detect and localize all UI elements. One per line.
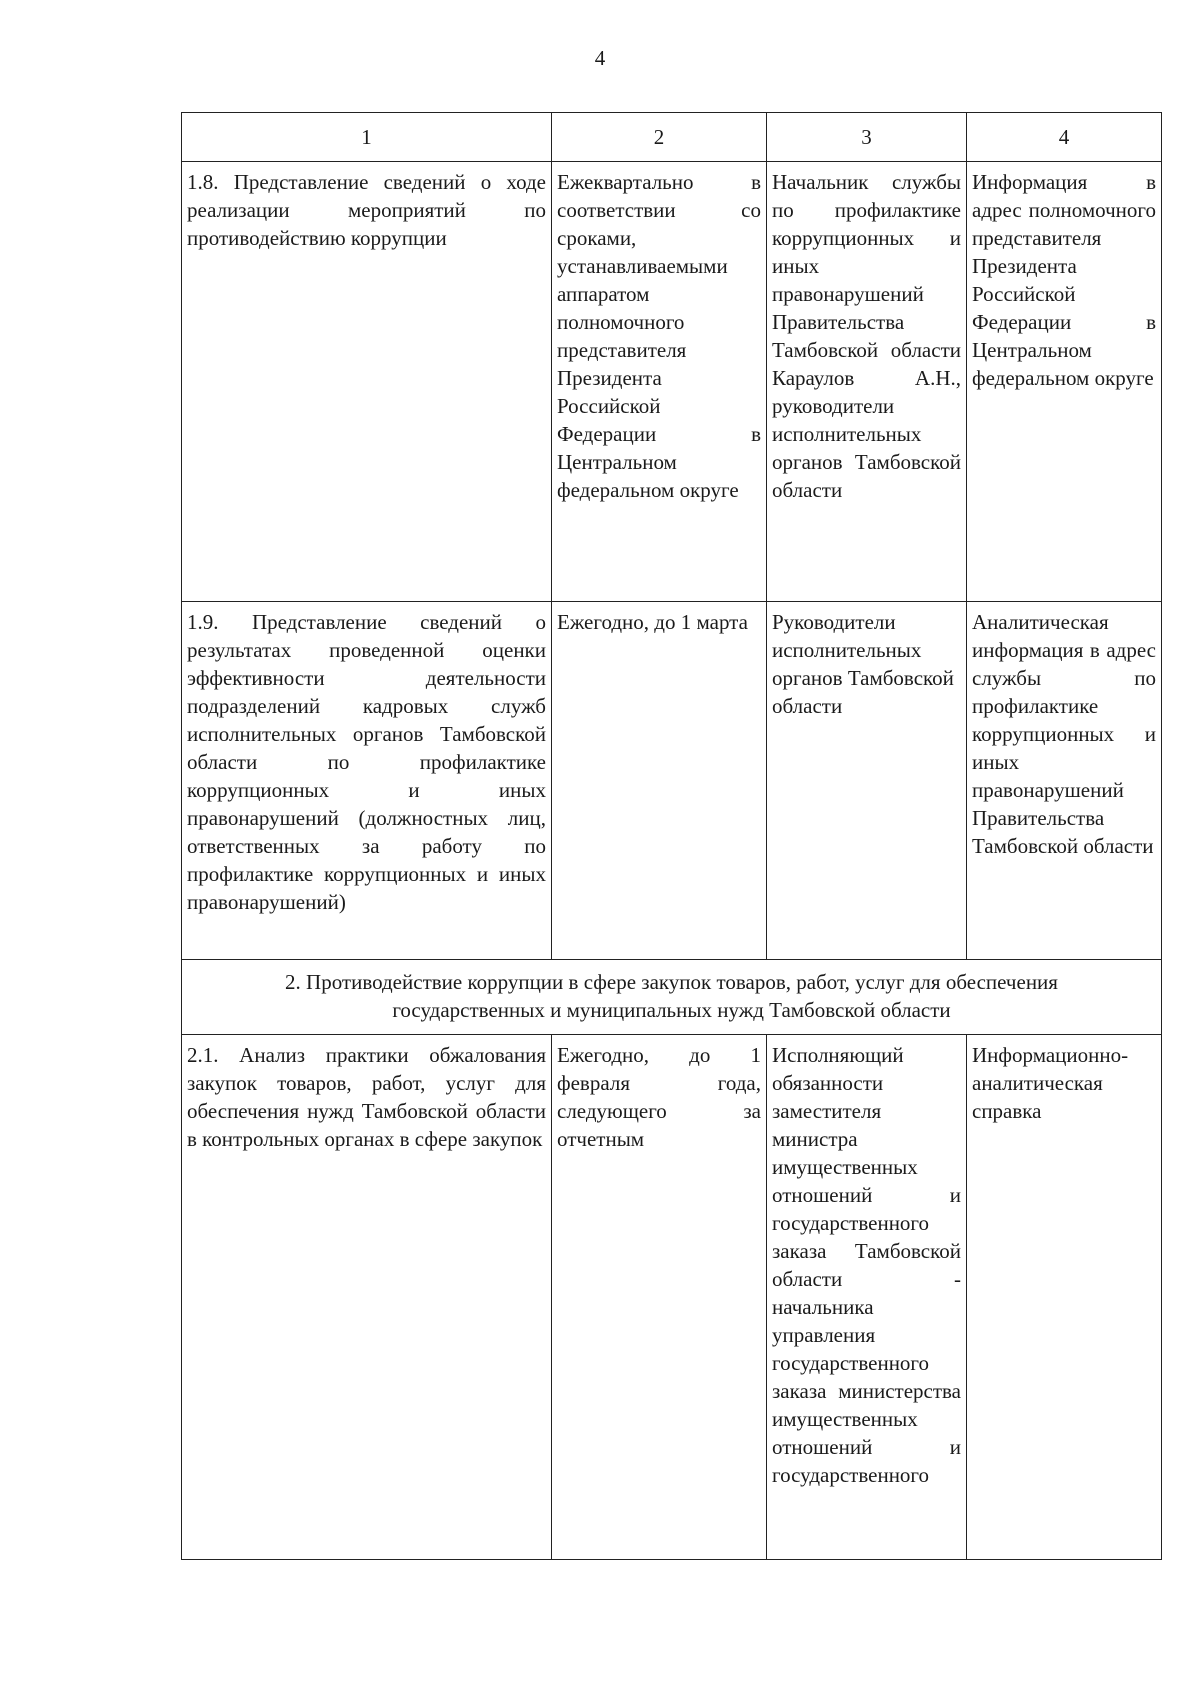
cell-measure: 2.1. Анализ практики обжалования закупок товаров, работ, услуг для обеспечения нужд Тамбовской области в контрольных органах в сфере закупок — [182, 1035, 552, 1560]
cell-responsible: Исполняющий обязанности заместителя министра имущественных отношений и государственного заказа Тамбовской области - начальника управления государственного заказа министерства имущественных отношений и государственного — [767, 1035, 967, 1560]
cell-result: Информационно-аналитическая справка — [967, 1035, 1162, 1560]
cell-measure: 1.8. Представление сведений о ходе реализации мероприятий по противодействию коррупции — [182, 162, 552, 602]
column-header-3: 3 — [767, 113, 967, 162]
cell-responsible: Руководители исполнительных органов Тамбовской области — [767, 602, 967, 960]
cell-responsible: Начальник службы по профилактике коррупционных и иных правонарушений Правительства Тамбовской области Караулов А.Н., руководители исполнительных органов Тамбовской области — [767, 162, 967, 602]
column-header-4: 4 — [967, 113, 1162, 162]
table-row-1-9 — [182, 602, 1162, 960]
action-plan-table — [181, 112, 1162, 1560]
cell-result: Информация в адрес полномочного представителя Президента Российской Федерации в Центральном федеральном округе — [967, 162, 1162, 602]
section-heading: 2. Противодействие коррупции в сфере закупок товаров, работ, услуг для обеспечения государственных и муниципальных нужд Тамбовской области — [182, 960, 1162, 1035]
cell-result: Аналитическая информация в адрес службы по профилактике коррупционных и иных правонарушений Правительства Тамбовской области — [967, 602, 1162, 960]
page-number: 4 — [594, 46, 606, 70]
table-row-1-8 — [182, 162, 1162, 602]
table-header-row — [182, 113, 1162, 162]
cell-measure: 1.9. Представление сведений о результатах проведенной оценки эффективности деятельности подразделений кадровых служб исполнительных органов Тамбовской области по профилактике коррупционных и иных правонарушений (должностных лиц, ответственных за работу по профилактике коррупционных и иных правонарушений) — [182, 602, 552, 960]
section-heading-row — [182, 960, 1162, 1035]
table-row-2-1 — [182, 1035, 1162, 1560]
cell-deadline: Ежегодно, до 1 марта — [552, 602, 767, 960]
column-header-2: 2 — [552, 113, 767, 162]
column-header-1: 1 — [182, 113, 552, 162]
cell-deadline: Ежеквартально в соответствии со сроками, устанавливаемыми аппаратом полномочного представителя Президента Российской Федерации в Центральном федеральном округе — [552, 162, 767, 602]
cell-deadline: Ежегодно, до 1 февраля года, следующего за отчетным — [552, 1035, 767, 1560]
